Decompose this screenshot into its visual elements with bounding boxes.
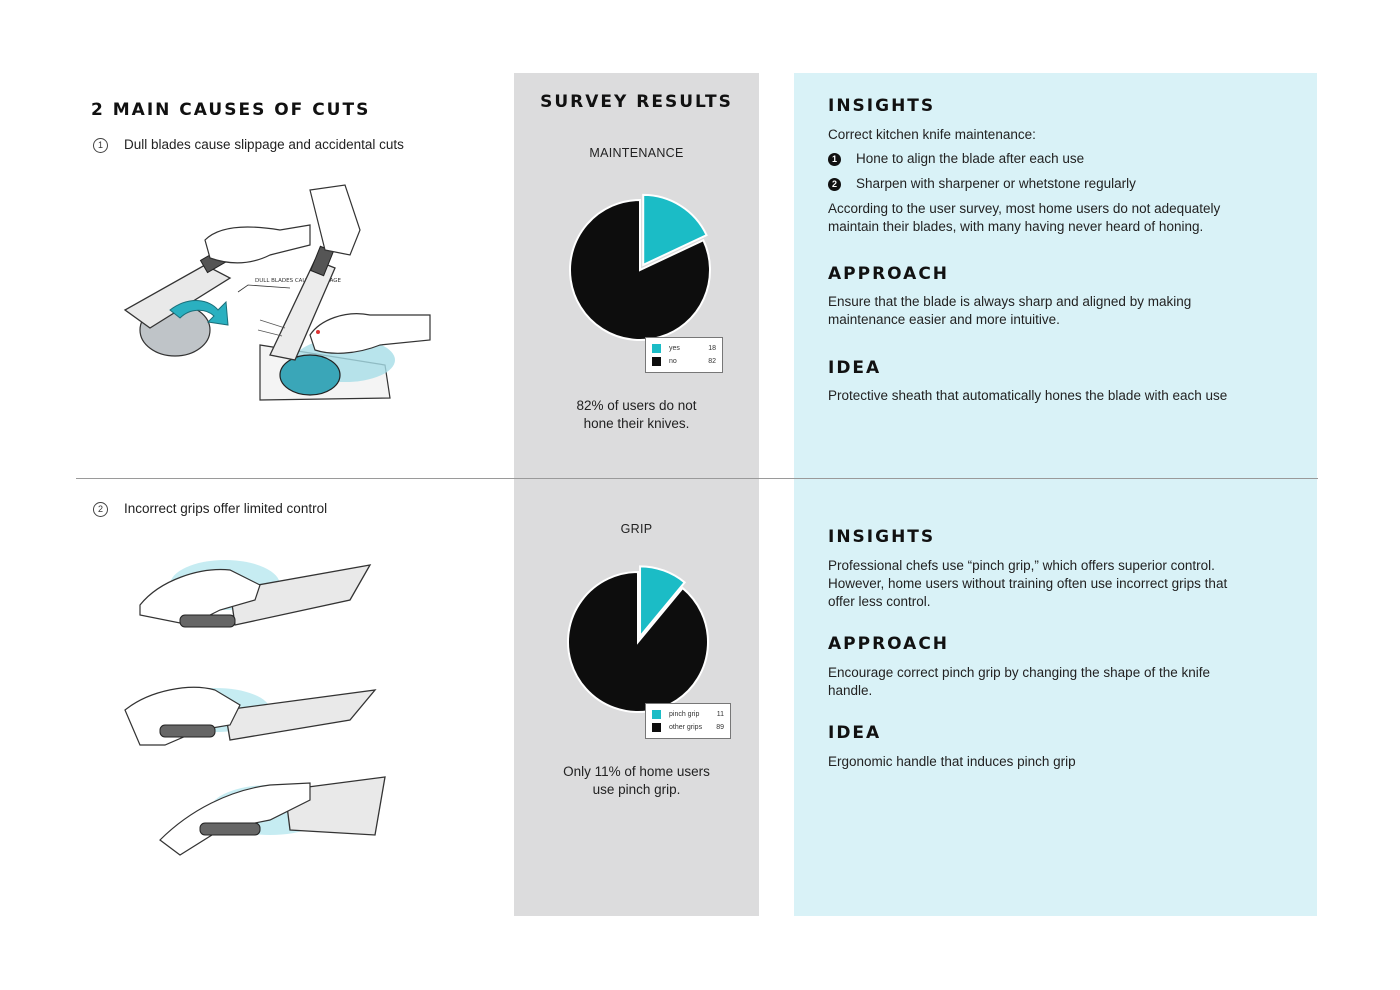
- tomato-right: [280, 355, 340, 395]
- bullet-2-text: Sharpen with sharpener or whetstone regularly: [856, 176, 1136, 191]
- page-title: 2 MAIN CAUSES OF CUTS: [91, 100, 371, 120]
- approach-line: maintenance easier and more intuitive.: [828, 312, 1060, 327]
- survey-title: SURVEY RESULTS: [540, 92, 733, 112]
- grip-pie-chart: [558, 562, 718, 722]
- insights-intro: Correct kitchen knife maintenance:: [828, 127, 1036, 142]
- motion-line: [260, 320, 285, 328]
- knife-handle-1: [180, 615, 235, 627]
- approach-line: Ensure that the blade is always sharp and aligned by making: [828, 294, 1192, 309]
- bullet-2-icon: 2: [828, 178, 841, 191]
- idea-title-bottom: IDEA: [828, 723, 882, 743]
- guide-hand: [310, 314, 430, 354]
- insights-line: According to the user survey, most home users do not adequately: [828, 201, 1221, 216]
- maintenance-caption-line2: hone their knives.: [583, 416, 690, 431]
- insights-line: offer less control.: [828, 594, 931, 609]
- legend-row-pinch: [652, 708, 724, 721]
- idea-text-bottom: Ergonomic handle that induces pinch grip: [828, 754, 1076, 769]
- approach-title-top: APPROACH: [828, 264, 950, 284]
- maintenance-caption-line1: 82% of users do not: [576, 398, 697, 413]
- grip-caption-line2: use pinch grip.: [592, 782, 681, 797]
- insights-line: However, home users without training often use incorrect grips that: [828, 576, 1228, 591]
- right-arm: [310, 185, 360, 255]
- legend-swatch-yes: [652, 344, 661, 353]
- legend-name: other grips: [669, 724, 703, 731]
- insights-title-bottom: INSIGHTS: [828, 527, 936, 547]
- legend-row-yes: [652, 342, 716, 355]
- legend-value: 11: [716, 711, 724, 718]
- legend-row-other: [652, 721, 724, 734]
- insights-paragraph-bottom: [828, 557, 1227, 611]
- legend-value: 89: [716, 724, 724, 731]
- grip-caption-line1: Only 11% of home users: [563, 764, 710, 779]
- dull-blade-cutting-illustration: [110, 170, 440, 445]
- cause-1-text: Dull blades cause slippage and accidental cuts: [124, 137, 404, 152]
- legend-name: pinch grip: [669, 711, 700, 718]
- cause-1: [93, 136, 404, 154]
- legend-value: 82: [708, 358, 716, 365]
- motion-line: [258, 330, 282, 336]
- legend-row-no: [652, 355, 716, 368]
- bullet-1-icon: 1: [828, 153, 841, 166]
- idea-title-top: IDEA: [828, 358, 882, 378]
- legend-name: yes: [669, 345, 680, 352]
- bullet-1-text: Hone to align the blade after each use: [856, 151, 1085, 166]
- maintenance-label: MAINTENANCE: [589, 146, 684, 160]
- approach-paragraph-top: [828, 293, 1191, 329]
- insight-bullet-2: [828, 175, 1136, 193]
- approach-title-bottom: APPROACH: [828, 634, 950, 654]
- insights-line: maintain their blades, with many having never heard of honing.: [828, 219, 1204, 234]
- approach-paragraph-bottom: [828, 664, 1210, 700]
- insights-title-top: INSIGHTS: [828, 96, 936, 116]
- cut-mark: [316, 330, 320, 334]
- legend-value: 18: [708, 345, 716, 352]
- note-pointer: [238, 285, 290, 292]
- grip-slice-other-grips: [568, 572, 708, 712]
- knife-handle-2: [160, 725, 215, 737]
- maintenance-legend: [645, 337, 723, 373]
- grip-legend: [645, 703, 731, 739]
- sketch-note: DULL BLADES CAUSE SLIPPAGE: [255, 278, 342, 284]
- idea-text-top: Protective sheath that automatically hones the blade with each use: [828, 388, 1228, 403]
- left-hand: [205, 225, 310, 263]
- maintenance-caption: [514, 397, 759, 433]
- approach-line: handle.: [828, 683, 873, 698]
- legend-swatch-no: [652, 357, 661, 366]
- cause-1-number: 1: [93, 138, 108, 153]
- grip-illustrations: [120, 545, 400, 865]
- section-divider: [76, 478, 1318, 479]
- legend-swatch-pinch: [652, 710, 661, 719]
- approach-line: Encourage correct pinch grip by changing the shape of the knife: [828, 665, 1210, 680]
- grip-caption: [514, 763, 759, 799]
- cause-2: [93, 500, 327, 518]
- cause-2-number: 2: [93, 502, 108, 517]
- grip-label: GRIP: [620, 522, 653, 536]
- maintenance-pie-chart: [560, 190, 720, 350]
- insights-paragraph-top: [828, 200, 1220, 236]
- cause-2-text: Incorrect grips offer limited control: [124, 501, 328, 516]
- insight-bullet-1: [828, 150, 1084, 168]
- legend-swatch-other: [652, 723, 661, 732]
- knife-handle-3: [200, 823, 260, 835]
- insights-line: Professional chefs use “pinch grip,” which offers superior control.: [828, 558, 1215, 573]
- legend-name: no: [669, 358, 677, 365]
